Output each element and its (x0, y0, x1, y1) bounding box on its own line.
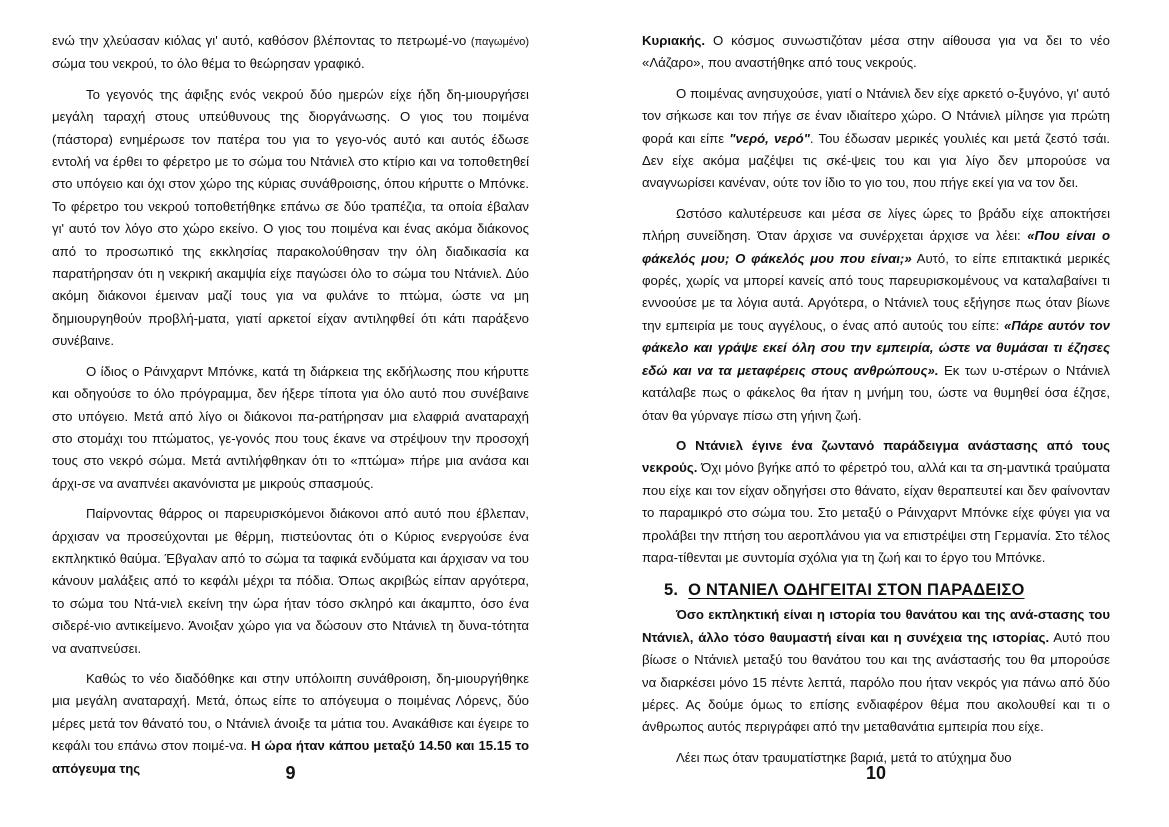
section-title: Ο ΝΤΑΝΙΕΛ ΟΔΗΓΕΙΤΑΙ ΣΤΟΝ ΠΑΡΑΔΕΙΣΟ (688, 581, 1025, 600)
text-run: ενώ την χλεύασαν κιόλας γι' αυτό, καθόσον βλέποντας το πετρωμέ-νο (52, 33, 471, 48)
paragraph (642, 30, 1110, 75)
text-run: Ο Ντάνιελ έγινε ένα ζωντανό παράδειγμα ανάστασης από τους νεκρούς. (642, 437, 1110, 476)
paragraph (52, 361, 529, 495)
text-run: «Που είναι ο φάκελός μου; Ο φάκελός μου που είναι;» (642, 228, 1111, 266)
text-run: «Πάρε αυτόν τον φάκελο και γράψε εκεί όλη σου την εμπειρία, ώστε να θυμάσαι τι έζησες εδώ και να τα μεταφέρεις στους ανθρώπους». (642, 317, 1110, 378)
text-run: Όσο εκπληκτική είναι η ιστορία του θανάτου και της ανά-στασης του Ντάνιελ, άλλο τόσο θαυμαστή είναι και η συνέχεια της ιστορίας. (642, 607, 1110, 645)
section-number: 5. (664, 581, 679, 600)
paragraph (642, 203, 1110, 427)
text-run: "νερό, νερό" (729, 130, 810, 146)
right-page-text-before (642, 30, 1110, 569)
text-run: Ωστόσο καλυτέρευσε και μέσα σε λίγες ώρες το βράδυ είχε αποκτήσει πλήρη συνείδηση. Όταν άρχισε να συνέρχεται άρχισε να λέει: (642, 205, 1110, 244)
text-run: Ο ποιμένας ανησυχούσε, γιατί ο Ντάνιελ δεν είχε αρκετό ο-ξυγόνο, γι' αυτό τον σήκωσε και τον πήγε σε έναν ιδιαίτερο χώρο. Ο Ντάνιελ μίλησε για πρώτη φορά και είπε (642, 85, 1110, 146)
text-run: Παίρνοντας θάρρος οι παρευρισκόμενοι διάκονοι από αυτό που έβλεπαν, άρχισαν να προσεύχονται με θέρμη, πιστεύοντας ότι ο Κύριος ενεργούσε ένα εκπληκτικό θαύμα. Έβγαλαν από το σώμα τα ταφικά ενδύματα και άρχισαν να του κάνουν μαλάξεις από το κεφάλι μέχρι τα πόδια. Όπως ακριβώς είπαν αργότερα, το σώμα του Ντά-νιελ εκείνη την ώρα ήταν τόσο σκληρό και άκαμπτο, όσο ένα σιδερέ-νιο αντικείμενο. Άνοιξαν χώρο για να δώσουν στο Ντάνιελ τη δυνα-τότητα να αναπνεύσει. (52, 506, 529, 656)
text-run: Ο ίδιος ο Ράινχαρντ Μπόνκε, κατά τη διάρκεια της εκδήλωσης που κήρυττε και οδηγούσε το όλο πρόγραμμα, δεν ήξερε τίποτα για όλο αυτό που συνέβαινε στο υπόγειο. Μετά από λίγο οι διάκονοι πα-ρατήρησαν μια ελαφριά αναταραχή στο στομάχι του πτώματος, γε-γονός που τους έκανε να στρέψουν την προσοχή τους στο νεκρό σώμα. Μετά αντιλήφθηκαν ότι το «πτώμα» πήρε μια ανάσα και άρχι-σε να αναπνέει ακανόνιστα με μικρούς σπασμούς. (52, 363, 529, 491)
paragraph (642, 435, 1110, 569)
text-run: Αυτό που βίωσε ο Ντάνιελ μεταξύ του θανάτου του και της ανάστασής του θα μπορούσε να διαρκέσει μόνο 15 πέντε λεπτά, παρόλο που ήταν νεκρός για πάνω από δύο μέρες. Ας δούμε όμως το επίσης ενδιαφέρον θέμα που ακολουθεί και τι ο άνθρωπος αυτός περιγράφει από την μεταθανάτια εμπειρία που είχε. (642, 629, 1111, 735)
text-run: Όχι μόνο βγήκε από το φέρετρό του, αλλά και τα ση-μαντικά τραύματα που είχε και τον είχαν οδηγήσει στο θάνατο, είχαν θεραπευτεί και δεν φαίνονταν το παραμικρό στο σώμα του. Στο μεταξύ ο Ράινχαρντ Μπόνκε είχε φύγει για να προλάβει την πτήση του αεροπλάνου για να επιστρέψει στη Γερμανία. Στο τέλος παρα-τίθενται με συντομία σχόλια για τη ζωή και το έργο του Μπόνκε. (642, 460, 1110, 565)
text-run: Εκ των υ-στέρων ο Ντάνιελ κατάλαβε πως ο φάκελος θα ήταν η μνήμη του, ώστε να θυμηθεί όσα έζησε, όταν θα γύρναγε πίσω στη γήινη ζωή. (642, 362, 1110, 423)
text-run: σώμα του νεκρού, το όλο θέμα το θεώρησαν γραφικό. (52, 56, 365, 72)
right-page-text-after (642, 604, 1110, 769)
text-run: . Του έδωσαν μερικές γουλιές και μετά ζεστό τσάι. Δεν είχε ακόμα μαζέψει τις σκέ-ψεις του και για λίγο δεν μπορούσε να αναγνωρίσει κανέναν, ούτε τον ίδιο το γιο του, που πήγε εκεί για να τον δει. (642, 130, 1111, 191)
text-run: Καθώς το νέο διαδόθηκε και στην υπόλοιπη συνάθροιση, δη-μιουργήθηκε μια μεγάλη αναταραχή. Μετά, όπως είπε το απόγευμα ο ποιμένας Λόρενς, δύο μέρες μετά τον θάνατό του, ο Ντάνιελ άνοιξε τα μάτια του. Ανακάθισε και έγειρε το κεφάλι του επάνω στον ποιμέ-να. (52, 670, 529, 754)
text-run: (παγωμένο) (470, 36, 529, 48)
paragraph (52, 84, 529, 353)
right-page (642, 30, 1110, 820)
paragraph (642, 83, 1110, 195)
paragraph (52, 503, 529, 660)
text-run: Το γεγονός της άφιξης ενός νεκρού δύο ημερών είχε ήδη δη-μιουργήσει μεγάλη ταραχή στους υπεύθυνους της διοργάνωσης. Ο γιος του ποιμένα (πάστορα) ενημέρωσε τον πατέρα του για το γεγο-νός αυτό και αυτός έδωσε εντολή να έρθει το φέρετρο με το σώμα του Ντάνιελ στο κτίριο και να τοποθετηθεί στο υπόγειο και όχι στον χώρο της κύριας συνάθροισης, όπου κήρυττε ο Μπόνκε. Το φέρετρο του νεκρού τοποθετήθηκε επάνω σε δύο τραπέζια, τα οποία έβαλαν γι' αυτό τον λόγο στο χώρο εκείνο. Ο γιος του ποιμένα και ένας ακόμα διάκονος από το προσωπικό της εκκλησίας παρακολούθησαν την όλη διαδικασία κα παρατήρησαν ότι η νεκρική ακαμψία είχε παγώσει όλο το σώμα του Ντάνιελ. Δύο ακόμη διάκονοι έμειναν μαζί τους για να φυλάνε το πτώμα, ώστε να μη δημιουργηθούν προβλή-ματα, γιατί αρκετοί είχαν αντιληφθεί ότι κάτι παράξενο συνέβαινε. (52, 86, 529, 349)
paragraph (642, 604, 1110, 738)
text-run: Κυριακής. (642, 33, 706, 48)
left-page (52, 30, 529, 820)
right-page-text (642, 30, 1111, 765)
section-heading (642, 581, 1110, 600)
text-run: Αυτό, το είπε επιτακτικά μερικές φορές, χωρίς να μπορεί κανείς από τους παρευρισκομένους να καταλαβαίνει τι εννοούσε με τα λόγια αυτά. Αργότερα, ο Ντάνιελ τους εξήγησε πως όταν βίωνε την εμπειρία με τους αγγέλους, ο ένας από αυτούς του είπε: (642, 250, 1111, 333)
text-run: Ο κόσμος συνωστιζόταν μέσα στην αίθουσα για να δει το νέο «Λάζαρο», που αναστήθηκε από τους νεκρούς. (642, 33, 1110, 71)
left-page-text (52, 30, 529, 776)
text-run: Η ώρα ήταν κάπου μεταξύ 14.50 και 15.15 το απόγευμα της (52, 738, 529, 776)
paragraph (52, 30, 529, 76)
page-number-right: 10 (865, 763, 887, 783)
page-number-left: 9 (285, 763, 296, 783)
text-run: Λέει πως όταν τραυματίστηκε βαριά, μετά το ατύχημα δυο (676, 749, 1012, 765)
